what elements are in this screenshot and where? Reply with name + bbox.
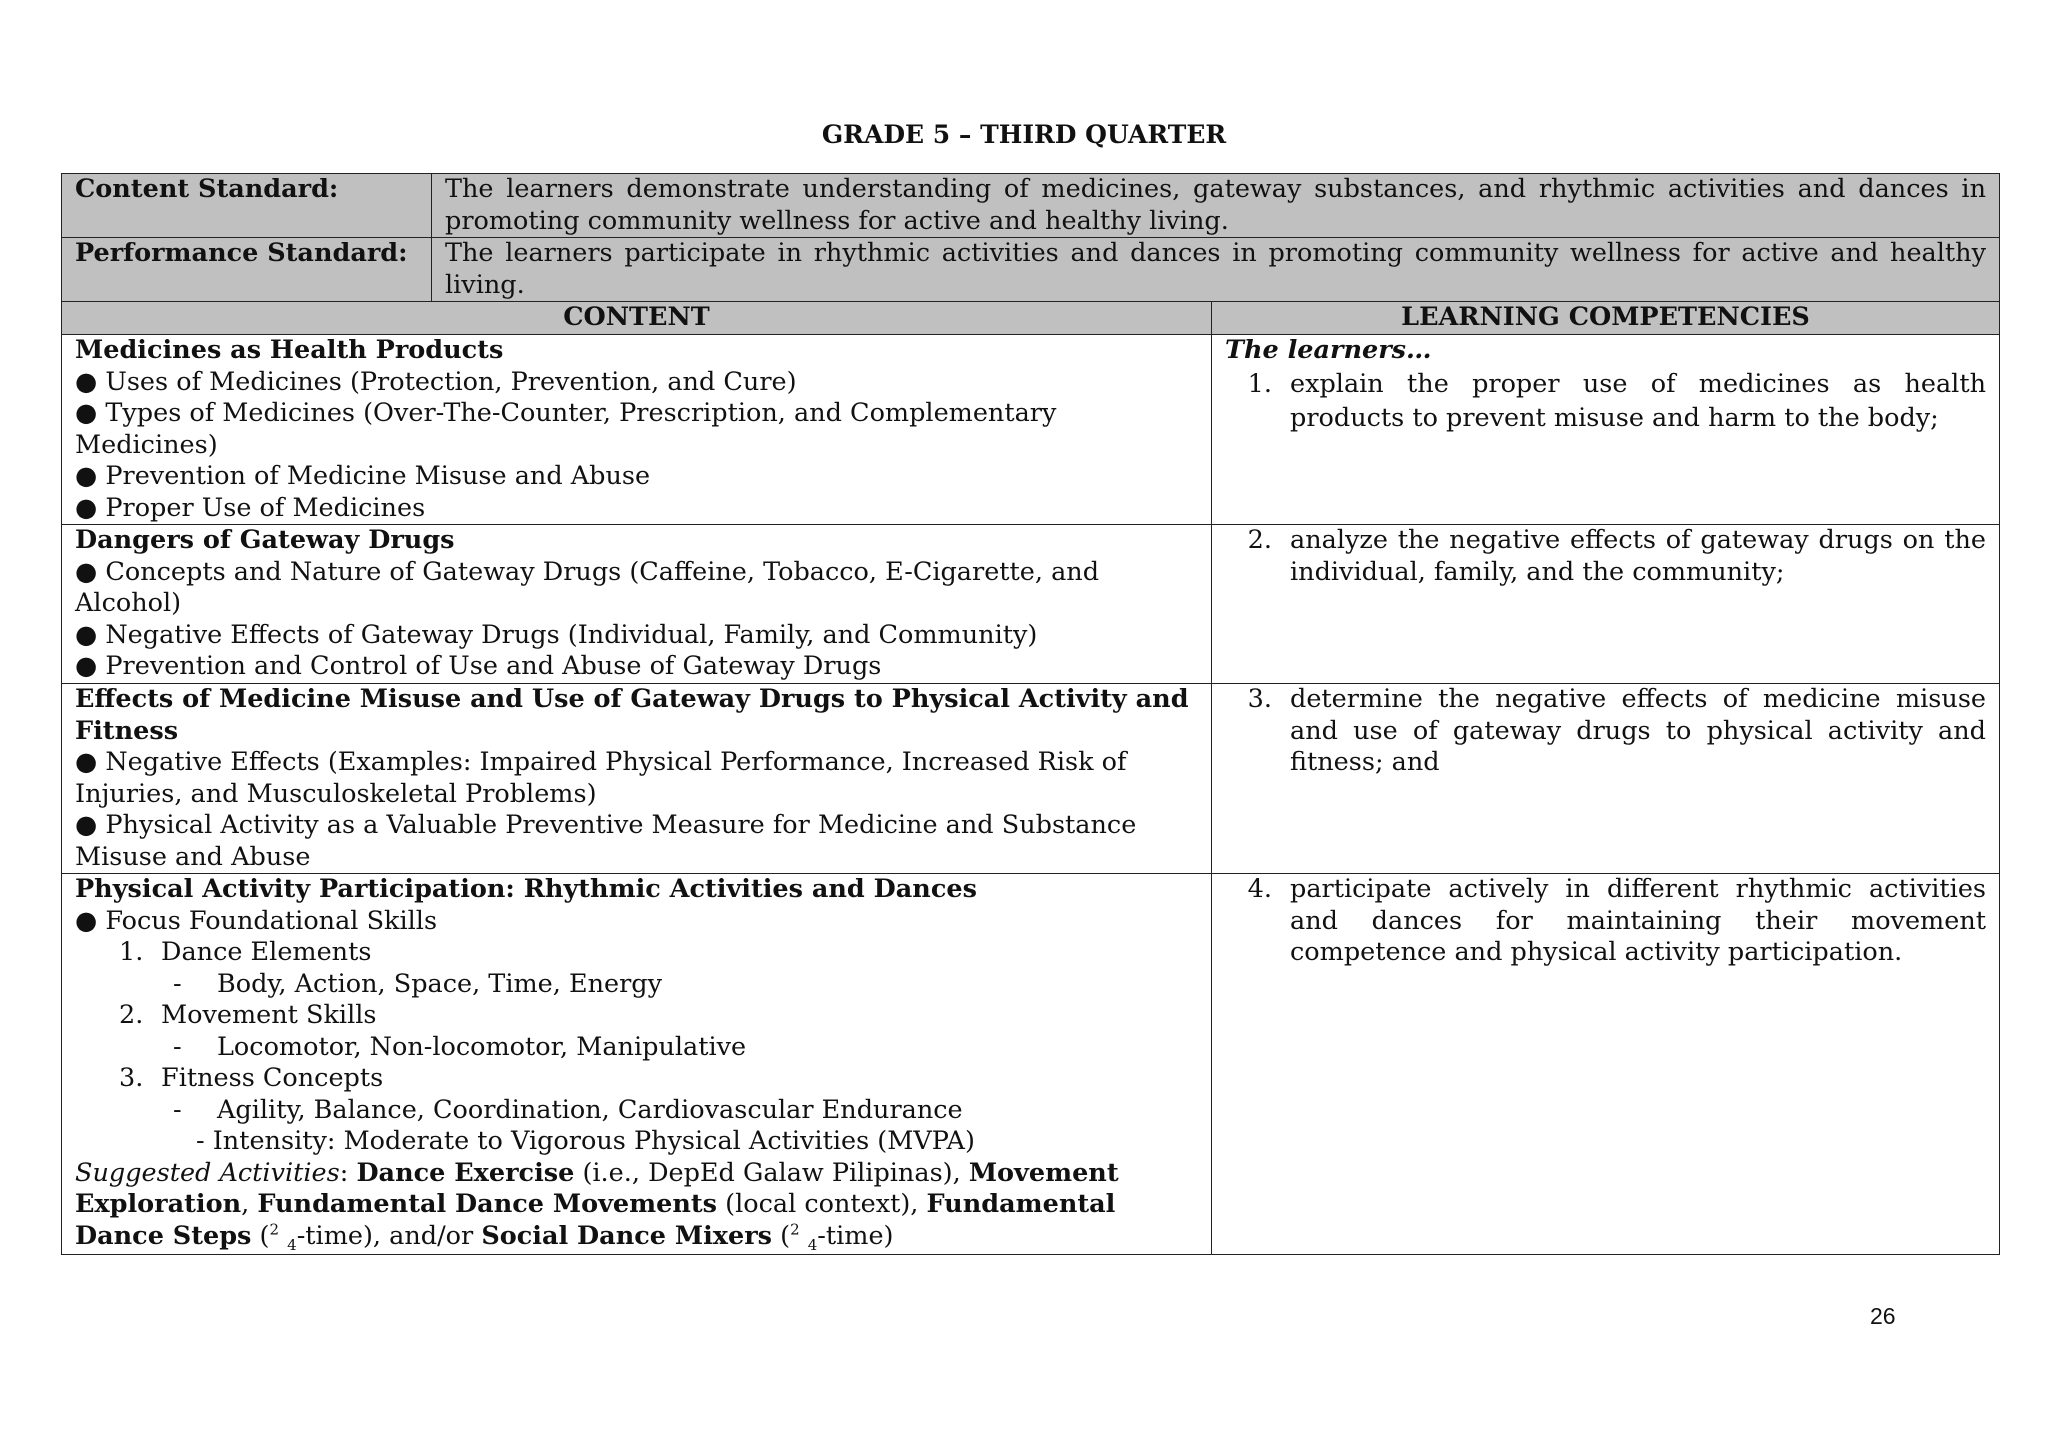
skill-item — [75, 1000, 1198, 1032]
activity-note: (local context), — [717, 1189, 927, 1219]
time-signature-bottom: 4 — [287, 1235, 297, 1254]
activity-note: -time), and/or — [296, 1220, 482, 1251]
skill-detail-text: Agility, Balance, Coordination, Cardiovascular Endurance — [217, 1094, 963, 1125]
list-item: ● Physical Activity as a Valuable Preventive Measure for Medicine and Substance Misuse and Abuse — [75, 810, 1198, 873]
content-standard-row — [62, 174, 2000, 238]
competencies-header: LEARNING COMPETENCIES — [1212, 302, 2000, 335]
activity-note: (i.e., DepEd Galaw Pilipinas), — [574, 1157, 969, 1188]
competency-cell — [1212, 684, 2000, 874]
page-title: GRADE 5 – THIRD QUARTER — [821, 120, 1227, 149]
skill-number: 3. — [119, 1063, 144, 1093]
activity-note: ( — [251, 1220, 270, 1251]
content-cell — [62, 874, 1212, 1255]
performance-standard-label: Performance Standard: — [62, 238, 432, 302]
content-cell — [62, 335, 1212, 525]
skill-label: Dance Elements — [161, 937, 372, 967]
skill-item — [75, 1063, 1198, 1095]
section-title: Dangers of Gateway Drugs — [75, 525, 455, 555]
list-item: ● Prevention and Control of Use and Abuse of Gateway Drugs — [75, 651, 1198, 683]
performance-standard-text: The learners participate in rhythmic activities and dances in promoting community wellness for active and healthy living. — [432, 238, 2000, 302]
table-row — [62, 335, 2000, 525]
skill-item — [75, 937, 1198, 969]
activity-sep: , — [241, 1189, 258, 1219]
activity: Dance Exercise — [356, 1157, 575, 1188]
skill-detail-text: Body, Action, Space, Time, Energy — [217, 968, 663, 999]
suggested-colon: : — [339, 1157, 357, 1188]
list-item: ● Negative Effects of Gateway Drugs (Individual, Family, and Community) — [75, 620, 1198, 652]
performance-standard-row — [62, 238, 2000, 302]
activity-note: -time) — [817, 1220, 894, 1251]
activity-note: ( — [772, 1220, 791, 1251]
list-item: ● Types of Medicines (Over-The-Counter, Prescription, and Complementary Medicines) — [75, 398, 1198, 461]
competency-cell — [1212, 525, 2000, 684]
list-item: ● Prevention of Medicine Misuse and Abuse — [75, 461, 1198, 493]
content-cell — [62, 684, 1212, 874]
activity: Social Dance Mixers — [481, 1220, 772, 1251]
skill-detail — [75, 1032, 1198, 1064]
activity: Movement Exploration — [75, 1157, 1119, 1219]
content-standard-text: The learners demonstrate understanding of medicines, gateway substances, and rhythmic activities and dances in promoting community wellness for active and healthy living. — [432, 174, 2000, 238]
skill-label: Fitness Concepts — [161, 1063, 384, 1093]
list-item: ● Concepts and Nature of Gateway Drugs (Caffeine, Tobacco, E-Cigarette, and Alcohol) — [75, 557, 1198, 620]
competency-cell — [1212, 335, 2000, 525]
time-signature-top: 2 — [269, 1220, 280, 1238]
detail-dash: - — [173, 1031, 182, 1062]
detail-dash: - — [173, 1094, 182, 1125]
list-item: ● Negative Effects (Examples: Impaired Physical Performance, Increased Risk of Injuries, and Musculoskeletal Problems) — [75, 747, 1198, 810]
list-item: ● Uses of Medicines (Protection, Prevention, and Cure) — [75, 367, 1198, 399]
time-signature-bottom: 4 — [807, 1235, 818, 1254]
competency-text: participate actively in different rhythmic activities and dances for maintaining their movement competence and physical activity participation. — [1290, 874, 1986, 967]
header-row — [62, 302, 2000, 335]
competency-text: determine the negative effects of medicine misuse and use of gateway drugs to physical activity and fitness; and — [1290, 684, 1986, 777]
competency-cell — [1212, 874, 2000, 1255]
content-standard-label: Content Standard: — [62, 174, 432, 238]
competency-text: explain the proper use of medicines as health products to prevent misuse and harm to the body; — [1290, 368, 1986, 433]
competency-number: 1. — [1247, 368, 1272, 399]
detail-dash: - — [173, 968, 182, 999]
table-row — [62, 874, 2000, 1255]
skill-number: 1. — [119, 937, 144, 967]
competency-text: analyze the negative effects of gateway drugs on the individual, family, and the community; — [1290, 525, 1986, 587]
skill-detail — [75, 1095, 1198, 1127]
table-row — [62, 684, 2000, 874]
competency-number: 4. — [1247, 874, 1272, 904]
skill-label: Movement Skills — [161, 1000, 377, 1030]
suggested-activities — [75, 1158, 1198, 1253]
competency-lead: The learners… — [1225, 335, 1432, 365]
suggested-lead: Suggested Activities — [75, 1157, 340, 1188]
content-header: CONTENT — [62, 302, 1212, 335]
section-title: Effects of Medicine Misuse and Use of Gateway Drugs to Physical Activity and Fitness — [75, 684, 1189, 746]
skill-number: 2. — [119, 1000, 144, 1030]
section-title: Physical Activity Participation: Rhythmic Activities and Dances — [75, 874, 977, 904]
activity: Fundamental Dance Steps — [75, 1189, 1116, 1251]
list-item: ● Proper Use of Medicines — [75, 493, 1198, 525]
section-title: Medicines as Health Products — [75, 335, 504, 365]
time-signature-top: 2 — [790, 1220, 800, 1238]
content-cell — [62, 525, 1212, 684]
competency-number: 2. — [1247, 525, 1272, 555]
page-number: 26 — [1870, 1303, 1896, 1329]
activity: Fundamental Dance Movements — [257, 1189, 718, 1219]
competency-number: 3. — [1247, 684, 1272, 714]
skill-detail — [75, 969, 1198, 1001]
skill-detail-text: Locomotor, Non-locomotor, Manipulative — [217, 1031, 747, 1062]
table-row — [62, 525, 2000, 684]
curriculum-table — [61, 173, 2000, 1255]
list-item: ● Focus Foundational Skills — [75, 906, 1198, 938]
intensity-line: - Intensity: Moderate to Vigorous Physical Activities (MVPA) — [196, 1126, 975, 1156]
